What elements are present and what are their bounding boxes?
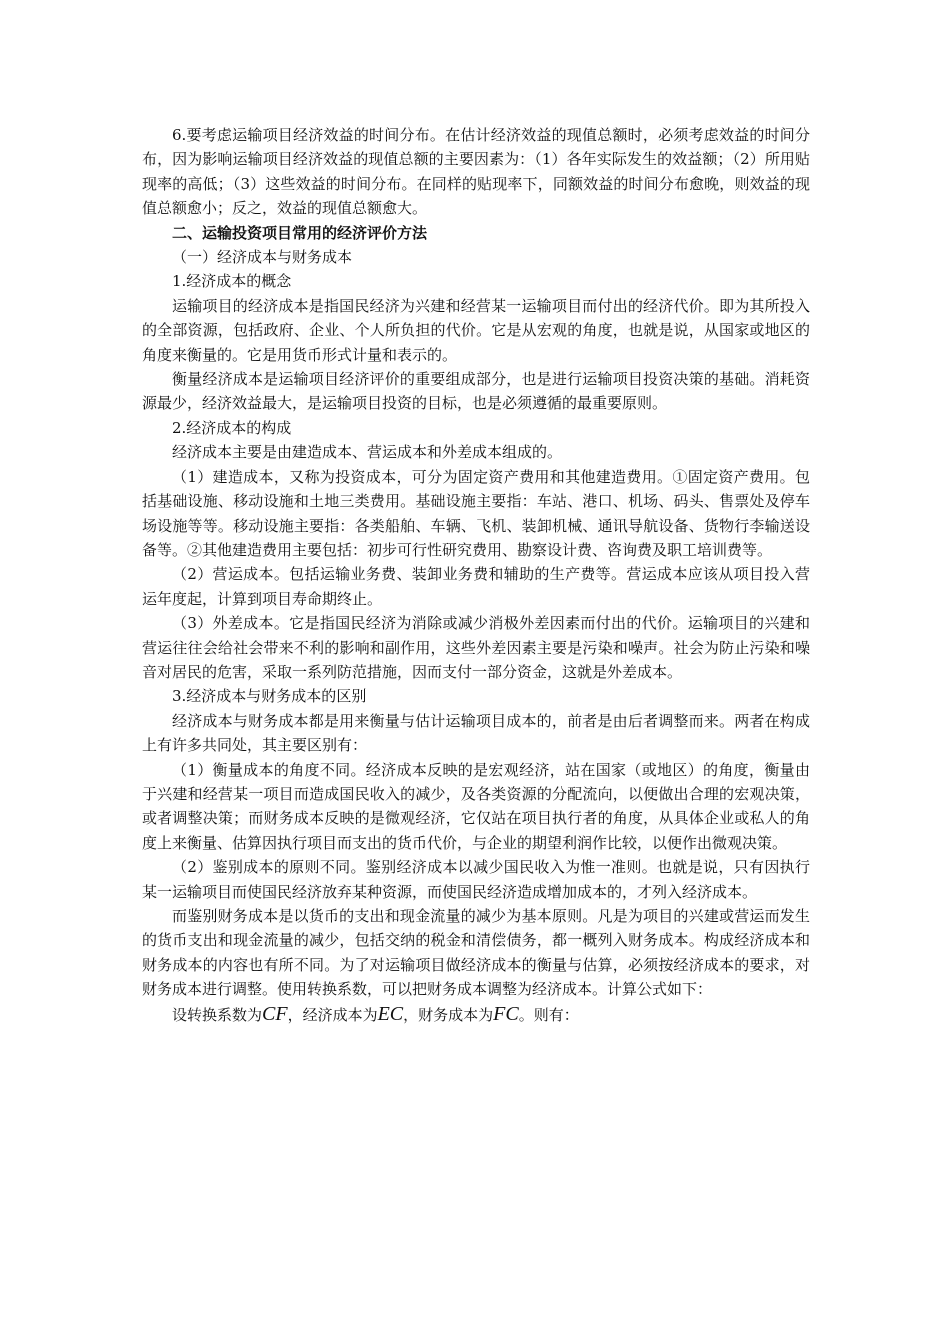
formula-text-3: ，财务成本为 [403, 1005, 494, 1024]
formula-text-1: 设转换系数为 [172, 1005, 263, 1024]
paragraph-construction-cost: （1）建造成本，又称为投资成本，可分为固定资产费用和其他建造费用。①固定资产费用。包括基础设施、移动设施和土地三类费用。基础设施主要指：车站、港口、机场、码头、售票处及停车场设施等等。移动设施主要指：各类船舶、车辆、飞机、装卸机械、通讯导航设备、货物行李输送设备等。②其他建造费用主要包括：初步可行性研究费用、勘察设计费、咨询费及职工培训费等。 [142, 467, 810, 559]
document-body [142, 123, 810, 1027]
paragraph-composition: 经济成本主要是由建造成本、营运成本和外差成本组成的。 [172, 443, 563, 462]
paragraph-concept: 运输项目的经济成本是指国民经济为兴建和经营某一运输项目而付出的经济代价。即为其所投入的全部资源，包括政府、企业、个人所负担的代价。它是从宏观的角度，也就是说，从国家或地区的角度来衡量的。它是用货币形式计量和表示的。 [142, 296, 810, 364]
paragraph-operating-cost: （2）营运成本。包括运输业务费、装卸业务费和辅助的生产费等。营运成本应该从项目投入营运年度起，计算到项目寿命期终止。 [142, 565, 810, 608]
section-heading: 二、运输投资项目常用的经济评价方法 [172, 223, 428, 242]
paragraph-difference-angle: （1）衡量成本的角度不同。经济成本反映的是宏观经济，站在国家（或地区）的角度，衡量由于兴建和经营某一项目而造成国民收入的减少，及各类资源的分配流向，以便做出合理的宏观决策，或者调整决策；而财务成本反映的是微观经济，它仅站在项目执行者的角度，从具体企业或私人的角度上来衡量、估算因执行项目而支出的货币代价，与企业的期望利润作比较，以便作出微观决策。 [142, 760, 810, 852]
item-heading-composition: 2.经济成本的构成 [172, 418, 292, 437]
formula-line [142, 1002, 810, 1027]
paragraph-external-cost: （3）外差成本。它是指国民经济为消除或减少消极外差因素而付出的代价。运输项目的兴建和营运往往会给社会带来不利的影响和副作用，这些外差因素主要是污染和噪声。社会为防止污染和噪音对居民的危害，采取一系列防范措施，因而支付一部分资金，这就是外差成本。 [142, 614, 810, 681]
math-ec: EC [377, 1002, 404, 1025]
paragraph-difference-principle: （2）鉴别成本的原则不同。鉴别经济成本以减少国民收入为惟一准则。也就是说，只有因执行某一运输项目而使国民经济放弃某种资源，而使国民经济造成增加成本的，才列入经济成本。 [142, 858, 810, 901]
paragraph-difference-intro: 经济成本与财务成本都是用来衡量与估计运输项目成本的，前者是由后者调整而来。两者在构成上有许多共同处，其主要区别有： [142, 711, 810, 755]
math-fc: FC [493, 1002, 519, 1025]
paragraph-financial-cost: 而鉴别财务成本是以货币的支出和现金流量的减少为基本原则。凡是为项目的兴建或营运而发生的货币支出和现金流量的减少，包括交纳的税金和清偿债务，都一概列入财务成本。构成经济成本和财务成本的内容也有所不同。为了对运输项目做经济成本的衡量与估算，必须按经济成本的要求，对财务成本进行调整。使用转换系数，可以把财务成本调整为经济成本。计算公式如下： [142, 907, 810, 999]
paragraph-importance: 衡量经济成本是运输项目经济评价的重要组成部分，也是进行运输项目投资决策的基础。消耗资源最少，经济效益最大，是运输项目投资的目标，也是必须遵循的最重要原则。 [142, 370, 810, 413]
math-cf: CF [262, 1002, 288, 1025]
item-heading-concept: 1.经济成本的概念 [172, 272, 292, 291]
formula-text-4: 。则有： [518, 1005, 579, 1024]
item-heading-difference: 3.经济成本与财务成本的区别 [172, 687, 367, 706]
paragraph-time-distribution: 6.要考虑运输项目经济效益的时间分布。在估计经济效益的现值总额时，必须考虑效益的时间分布，因为影响运输项目经济效益的现值总额的主要因素为：（1）各年实际发生的效益额；（2）所用贴现率的高低；（3）这些效益的时间分布。在同样的贴现率下，同额效益的时间分布愈晚，则效益的现值总额愈小；反之，效益的现值总额愈大。 [142, 126, 810, 218]
subsection-heading: （一）经济成本与财务成本 [172, 248, 353, 267]
formula-text-2: ，经济成本为 [287, 1005, 378, 1024]
